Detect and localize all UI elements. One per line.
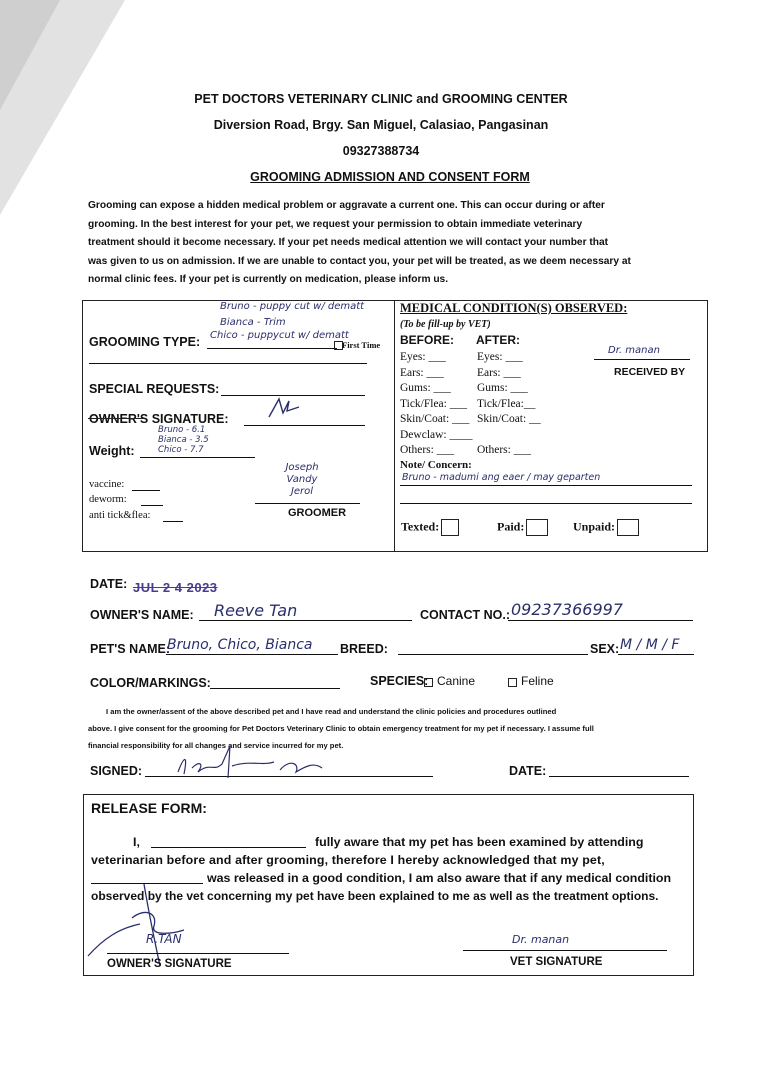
species-label: SPECIES: [370,674,429,688]
feline-label: Feline [521,674,554,688]
deworm-line [141,505,163,506]
first-time-checkbox[interactable] [334,341,343,350]
breed-line [398,654,588,655]
grooming-type-handwriting: Chico - puppycut w/ dematt [210,330,349,341]
release-owner-signature-line [107,953,289,954]
note-line-2 [400,503,692,504]
before-label: BEFORE: [400,333,454,347]
weight-handwriting [158,425,209,455]
before-row: Gums: ___ [400,382,451,394]
before-row: Skin/Coat: ___ [400,413,470,425]
unpaid-label: Unpaid: [573,519,616,534]
signed-date-line [549,776,689,777]
release-owner-signature-label: OWNER'S SIGNATURE [107,958,232,970]
signed-signature-mark [170,742,330,782]
consent-line: financial responsibility for all changes and service incurred for my pet. [88,741,344,750]
grooming-type-line-2 [89,363,367,364]
intro-line: normal clinic fees. If your pet is currently on medication, please inform us. [88,274,449,285]
unpaid-checkbox[interactable] [617,519,639,536]
texted-field[interactable] [401,519,459,536]
consent-line: above. I give consent for the grooming for Pet Doctors Veterinary Clinic to obtain emergency treatment for my pet if necessary. I assume full [88,724,594,733]
release-owner-signature-mark [84,878,224,970]
color-markings-line [210,688,340,689]
received-by-line [594,359,690,360]
release-text: I, [133,835,140,849]
others-before-row: Others: ___ [400,444,454,456]
deworm-label: deworm: [89,494,127,505]
release-form-title: RELEASE FORM: [91,800,207,816]
contact-handwriting: 09237366997 [511,600,623,619]
weight-value: Bruno - 6.1 [158,425,206,435]
texted-checkbox[interactable] [441,519,459,536]
date-label: DATE: [90,577,128,591]
owner-signature-mark [265,393,305,421]
after-row: Tick/Flea:__ [477,397,536,410]
canine-option[interactable] [424,674,475,688]
weight-line [140,457,255,458]
weight-value: Chico - 7.7 [158,445,204,455]
pet-name-label: PET'S NAME: [90,642,171,656]
owner-name-label: OWNER'S NAME: [90,608,194,622]
feline-checkbox[interactable] [508,678,517,687]
owner-signature-line [244,425,365,426]
grooming-type-line [207,348,337,349]
before-row: Eyes: ___ [400,351,446,363]
release-text: fully aware that my pet has been examined by attending [315,835,644,849]
after-row: Skin/Coat: __ [477,413,541,425]
intro-line: Grooming can expose a hidden medical problem or aggravate a current one. This can occur during or after [88,200,605,211]
strikethrough-mark [88,418,146,419]
contact-line [508,620,693,621]
groomer-name: Joseph [285,462,319,473]
page-corner-shadow [0,0,130,220]
feline-option[interactable] [508,674,554,688]
color-markings-label: COLOR/MARKINGS: [90,676,211,690]
special-requests-label: SPECIAL REQUESTS: [89,382,220,396]
grooming-type-label: GROOMING TYPE: [89,335,201,349]
release-vet-signature-line [463,950,667,951]
form-title: GROOMING ADMISSION AND CONSENT FORM [250,170,530,184]
groomer-label: GROOMER [288,507,347,519]
release-owner-line [151,847,306,848]
received-by-label: RECEIVED BY [614,366,686,378]
intro-paragraph [88,197,694,290]
release-vet-signature-handwriting: Dr. manan [512,933,570,946]
release-vet-signature-label: VET SIGNATURE [510,956,603,968]
intro-line: treatment should it become necessary. If your pet needs medical attention we will contact your number that [88,237,609,248]
date-stamp: JUL 2 4 2023 [133,580,218,595]
canine-checkbox[interactable] [424,678,433,687]
canine-label: Canine [437,674,476,688]
dewclaw-row: Dewclaw: ____ [400,428,473,441]
pet-name-handwriting: Bruno, Chico, Bianca [167,637,313,653]
first-time-label: First Time [342,340,381,350]
signed-date-label: DATE: [509,764,547,778]
paid-checkbox[interactable] [526,519,548,536]
groomer-line [255,503,360,504]
medical-condition-subtitle: (To be fill-up by VET) [400,319,491,330]
sex-line [618,654,694,655]
after-row: Eyes: ___ [477,351,523,363]
intro-line: grooming. In the best interest for your pet, we request your permission to obtain immediate veterinary [88,218,583,230]
anti-tick-label: anti tick&flea: [89,510,151,521]
groomer-handwriting [262,462,342,498]
after-label: AFTER: [476,333,520,347]
anti-tick-line [163,521,183,522]
note-concern-handwriting: Bruno - madumi ang eaer / may geparten [402,472,601,483]
release-text: was released in a good condition, I am also aware that if any medical condition [207,871,672,885]
texted-label: Texted: [401,519,440,534]
before-row: Ears: ___ [400,366,444,379]
release-text: observed by the vet concerning my pet have been explained to me as well as the treatment options. [91,889,659,903]
after-row: Gums: ___ [477,382,528,394]
paid-field[interactable] [497,519,548,536]
clinic-phone: 09327388734 [342,144,420,158]
grooming-type-handwriting: Bruno - puppy cut w/ dematt [220,301,365,312]
breed-label: BREED: [340,642,388,656]
signed-label: SIGNED: [90,764,143,778]
intro-line: was given to us on admission. If we are unable to contact you, your pet will be treated, as we deem necessary at [88,255,631,267]
before-column [400,350,473,459]
contact-label: CONTACT NO.: [420,608,511,622]
others-after-row: Others: ___ [477,444,531,456]
paid-label: Paid: [497,519,525,534]
weight-label: Weight: [89,444,135,458]
clinic-address: Diversion Road, Brgy. San Miguel, Calasiao, Pangasinan [213,118,549,132]
release-text: veterinarian before and after grooming, therefore I hereby acknowledged that my pet, [91,853,605,867]
consent-line: I am the owner/assent of the above described pet and I have read and understand the clinic policies and procedures outlined [106,707,557,716]
after-row: Ears: ___ [477,366,521,379]
vaccine-label: vaccine: [89,479,125,490]
vaccine-line [132,490,160,491]
groomer-name: Jerol [290,486,314,497]
owner-name-line [199,620,412,621]
note-line-1 [400,485,692,486]
groomer-name: Vandy [286,474,318,485]
clinic-name: PET DOCTORS VETERINARY CLINIC and GROOMING CENTER [194,92,568,106]
box-divider [394,300,395,552]
unpaid-field[interactable] [573,519,639,536]
before-row: Tick/Flea: ___ [400,397,467,410]
pet-name-line [166,654,338,655]
medical-condition-title: MEDICAL CONDITION(S) OBSERVED: [400,301,628,315]
release-owner-signature-handwriting: R.TAN [146,932,182,946]
owner-signature-label: OWNER'S SIGNATURE: [89,412,229,426]
owner-name-handwriting: Reeve Tan [214,601,298,620]
received-by-handwriting: Dr. manan [608,345,660,356]
grooming-type-handwriting: Bianca - Trim [220,317,286,328]
sex-label: SEX: [590,642,620,656]
note-concern-label: Note/ Concern: [400,459,472,471]
after-column [477,350,541,459]
sex-handwriting: M / M / F [620,637,680,653]
weight-value: Bianca - 3.5 [158,435,209,445]
